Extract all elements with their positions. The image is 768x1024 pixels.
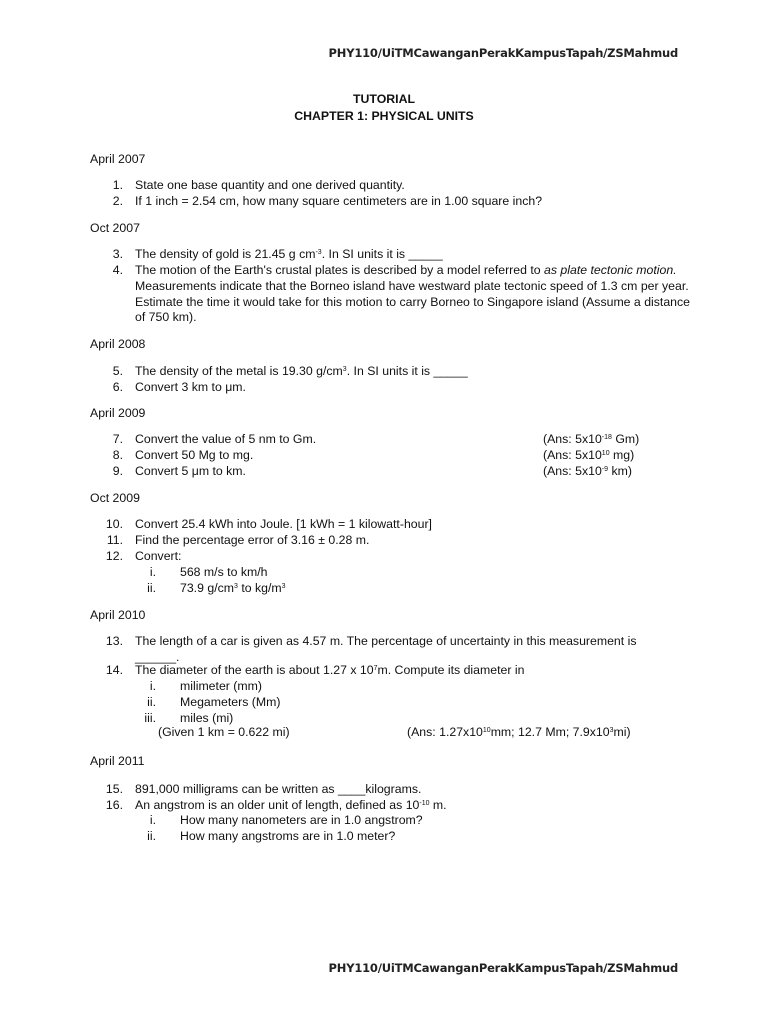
superscript: -3: [315, 249, 322, 256]
question-number: 4.: [112, 263, 123, 277]
question-number: 2.: [112, 194, 123, 208]
question-text: [135, 364, 690, 380]
section-heading-oct-2009: Oct 2009: [90, 491, 140, 505]
question-text: 891,000 milligrams can be written as ____kilograms.: [135, 782, 422, 796]
superscript: 3: [234, 583, 238, 590]
question-number: 14.: [105, 663, 123, 677]
question-number: 12.: [105, 549, 123, 563]
answer-part: (Ans: 5x10: [543, 432, 602, 446]
answer-8: [543, 448, 634, 462]
section-heading-april-2011: April 2011: [90, 754, 145, 768]
question-text: Convert 3 km to μm.: [135, 380, 246, 394]
answer-7: [543, 432, 639, 446]
question-number: 9.: [112, 464, 123, 478]
sub-question-text: 568 m/s to km/h: [180, 565, 268, 579]
superscript: 7: [373, 665, 378, 672]
answer-part: mm; 12.7 Mm; 7.9x10: [490, 725, 610, 739]
sub-question-text: [180, 581, 580, 597]
sub-question-text: miles (mi): [180, 711, 234, 725]
answer-blank: ______.: [135, 650, 180, 664]
question-text: The length of a car is given as 4.57 m. The percentage of uncertainty in this measurement is: [135, 634, 637, 648]
superscript: 3: [609, 727, 614, 734]
question-text: Convert the value of 5 nm to Gm.: [135, 432, 317, 446]
answer-9: [543, 464, 632, 478]
question-number: 1.: [112, 178, 123, 192]
sub-question-number: ii.: [147, 829, 156, 843]
section-heading-april-2009: April 2009: [90, 406, 146, 420]
italic-term: as plate tectonic motion.: [544, 263, 677, 277]
question-text: [135, 263, 690, 326]
question-number: 15.: [105, 782, 123, 796]
question-text: [135, 663, 690, 679]
question-text: Convert:: [135, 549, 182, 563]
superscript: 10: [482, 727, 491, 734]
section-heading-april-2010: April 2010: [90, 608, 146, 622]
answer-part: (Ans: 5x10: [543, 448, 602, 462]
answer-part: Gm): [611, 432, 640, 446]
page-header: PHY110/UiTMCawanganPerakKampusTapah/ZSMahmud: [328, 46, 678, 60]
sub-question-number: ii.: [147, 581, 156, 595]
question-text-part: An angstrom is an older unit of length, defined as 10: [135, 798, 420, 812]
document-title: TUTORIAL: [353, 92, 415, 106]
superscript: 3: [342, 366, 347, 373]
question-text-part: m.: [429, 798, 447, 812]
superscript: -9: [601, 466, 609, 473]
question-text: Find the percentage error of 3.16 ± 0.28 m.: [135, 533, 370, 547]
superscript: -18: [601, 434, 612, 441]
superscript: -10: [419, 800, 430, 807]
given-text: (Given 1 km = 0.622 mi): [158, 725, 290, 739]
sub-question-number: iii.: [144, 711, 156, 725]
chapter-title: CHAPTER 1: PHYSICAL UNITS: [294, 109, 474, 123]
sub-question-text: milimeter (mm): [180, 679, 262, 693]
question-text: [135, 798, 690, 814]
sub-question-text: How many nanometers are in 1.0 angstrom?: [180, 813, 423, 827]
sub-question-text-part: to kg/m: [237, 581, 282, 595]
question-text: Convert 50 Mg to mg.: [135, 448, 254, 462]
question-text: Convert 25.4 kWh into Joule. [1 kWh = 1 kilowatt-hour]: [135, 517, 432, 531]
question-text-part: The density of gold is 21.45 g cm: [135, 247, 316, 261]
answer-part: (Ans: 5x10: [543, 464, 602, 478]
question-text: Convert 5 μm to km.: [135, 464, 246, 478]
sub-question-text: How many angstroms are in 1.0 meter?: [180, 829, 396, 843]
superscript: 3: [281, 583, 286, 590]
question-number: 5.: [112, 364, 123, 378]
answer-part: km): [608, 464, 632, 478]
question-number: 11.: [106, 533, 123, 547]
section-heading-april-2007: April 2007: [90, 152, 146, 166]
question-number: 10.: [105, 517, 123, 531]
sub-question-text: Megameters (Mm): [180, 695, 281, 709]
question-text-part: The density of the metal is 19.30 g/cm: [135, 364, 343, 378]
question-number: 6.: [112, 380, 123, 394]
section-heading-oct-2007: Oct 2007: [90, 221, 140, 235]
question-number: 13.: [105, 634, 123, 648]
page-footer: PHY110/UiTMCawanganPerakKampusTapah/ZSMahmud: [328, 961, 678, 975]
given-note: [158, 725, 290, 741]
sub-question-text-part: 73.9 g/cm: [180, 581, 234, 595]
question-number: 8.: [112, 448, 123, 462]
question-text: [135, 247, 690, 263]
question-text: If 1 inch = 2.54 cm, how many square centimeters are in 1.00 square inch?: [135, 194, 543, 208]
question-number: 3.: [112, 247, 123, 261]
sub-question-number: ii.: [147, 695, 156, 709]
sub-question-number: i.: [149, 679, 156, 693]
sub-question-number: i.: [149, 565, 156, 579]
question-text-part: m. Compute its diameter in: [377, 663, 525, 677]
question-text: State one base quantity and one derived quantity.: [135, 178, 405, 192]
answer-part: mg): [609, 448, 635, 462]
superscript: 10: [601, 450, 610, 457]
question-text-part: Measurements indicate that the Borneo island have westward plate tectonic speed of 1.3 cm per year. Estimate the time it would take for this motion to carry Borneo to Singapore island (Assume a distance of 750 km).: [135, 278, 690, 325]
answer-part: (Ans: 1.27x10: [407, 725, 483, 739]
question-text-part: The motion of the Earth's crustal plates is described by a model referred to: [135, 263, 545, 277]
question-number: 16.: [105, 798, 123, 812]
question-text-part: . In SI units it is _____: [321, 247, 443, 261]
question-number: 7.: [112, 432, 123, 446]
question-text-part: The diameter of the earth is about 1.27 x 10: [135, 663, 374, 677]
answer-part: mi): [613, 725, 631, 739]
section-heading-april-2008: April 2008: [90, 337, 146, 351]
sub-question-number: i.: [149, 813, 156, 827]
question-text-part: . In SI units it is _____: [346, 364, 468, 378]
answer-14: [407, 725, 631, 741]
